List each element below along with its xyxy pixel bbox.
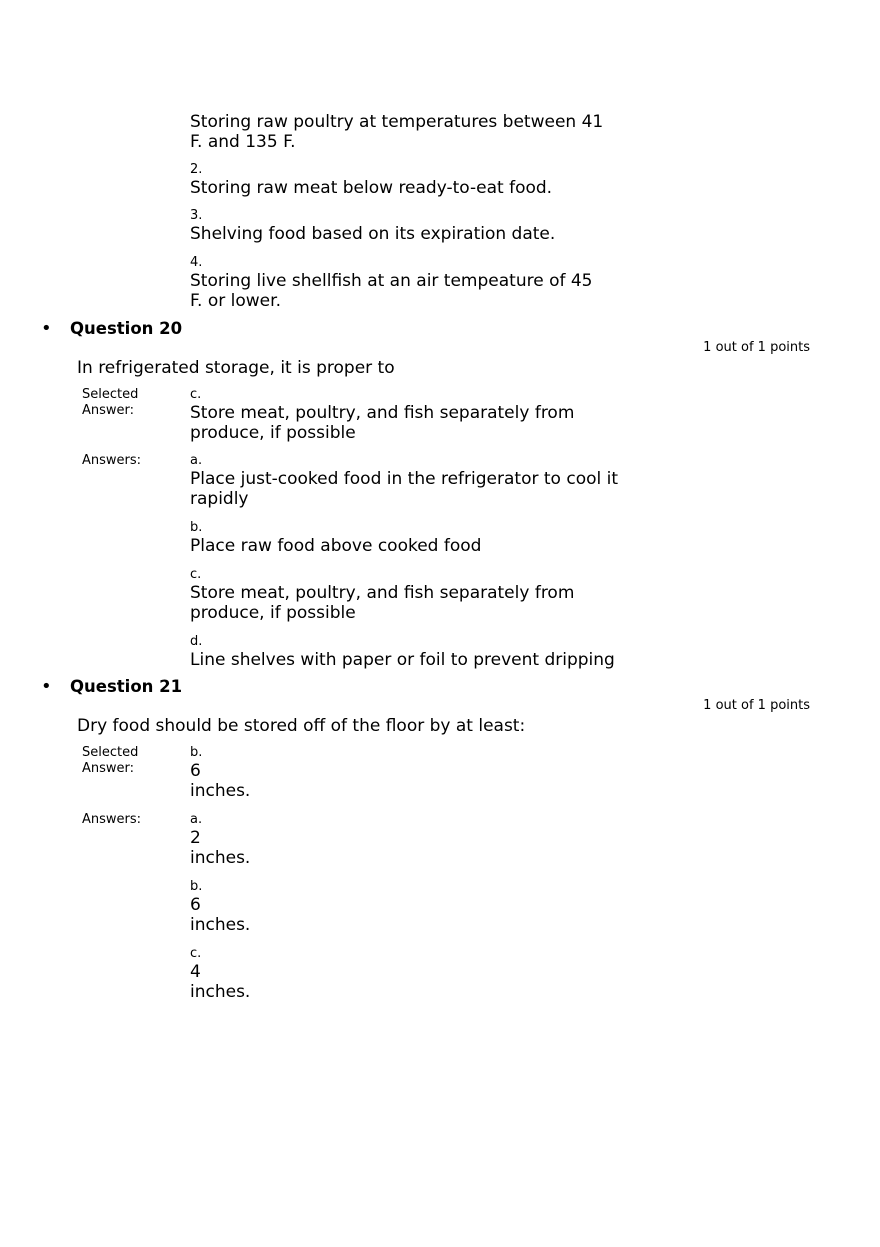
list-item xyxy=(190,567,640,623)
option-text: Line shelves with paper or foil to prevent dripping xyxy=(190,650,615,670)
option-letter: a. xyxy=(190,453,203,468)
option-letter: 4. xyxy=(190,255,203,270)
question-title: Question 21 xyxy=(70,677,183,696)
answers-label: Answers: xyxy=(82,812,142,827)
option-letter: c. xyxy=(190,387,202,402)
option-letter: b. xyxy=(190,520,203,535)
option-text: 2 inches. xyxy=(190,828,251,868)
option-text: Storing raw poultry at temperatures between 41 F. and 135 F. xyxy=(190,112,604,152)
option-text: Place raw food above cooked food xyxy=(190,536,482,556)
selected-answer xyxy=(190,387,640,443)
option-text: Storing raw meat below ready-to-eat food. xyxy=(190,178,553,198)
option-letter: d. xyxy=(190,634,203,649)
question-text: Dry food should be stored off of the floor by at least: xyxy=(77,716,526,736)
option-letter: 2. xyxy=(190,162,203,177)
points-label: 1 out of 1 points xyxy=(703,698,810,713)
list-item xyxy=(190,112,640,152)
bullet-icon: • xyxy=(41,318,52,339)
list-item xyxy=(190,453,640,509)
list-item xyxy=(190,879,640,935)
option-text: Shelving food based on its expiration date. xyxy=(190,224,556,244)
option-letter: c. xyxy=(190,567,202,582)
question-title: Question 20 xyxy=(70,319,183,338)
points-label: 1 out of 1 points xyxy=(703,340,810,355)
option-letter: b. xyxy=(190,879,203,894)
answers-label: Answers: xyxy=(82,453,142,468)
selected-answer-label: Selected Answer: xyxy=(82,387,139,418)
option-letter: 3. xyxy=(190,208,203,223)
list-item xyxy=(190,812,640,868)
selected-answer xyxy=(190,745,640,801)
question-text: In refrigerated storage, it is proper to xyxy=(77,358,395,378)
list-item xyxy=(190,520,640,556)
option-text: Place just-cooked food in the refrigerator to cool it rapidly xyxy=(190,469,619,509)
list-item xyxy=(190,255,640,311)
option-text: 6 inches. xyxy=(190,761,251,801)
list-item xyxy=(190,162,640,198)
bullet-icon: • xyxy=(41,676,52,697)
option-letter: b. xyxy=(190,745,203,760)
list-item xyxy=(190,946,640,1002)
option-letter: a. xyxy=(190,812,203,827)
option-text: Store meat, poultry, and fish separately from produce, if possible xyxy=(190,403,575,443)
option-text: 6 inches. xyxy=(190,895,251,935)
list-item xyxy=(190,208,640,244)
list-item xyxy=(190,634,640,670)
option-text: 4 inches. xyxy=(190,962,251,1002)
selected-answer-label: Selected Answer: xyxy=(82,745,139,776)
option-letter: c. xyxy=(190,946,202,961)
option-text: Storing live shellfish at an air tempeature of 45 F. or lower. xyxy=(190,271,593,311)
option-text: Store meat, poultry, and fish separately from produce, if possible xyxy=(190,583,575,623)
